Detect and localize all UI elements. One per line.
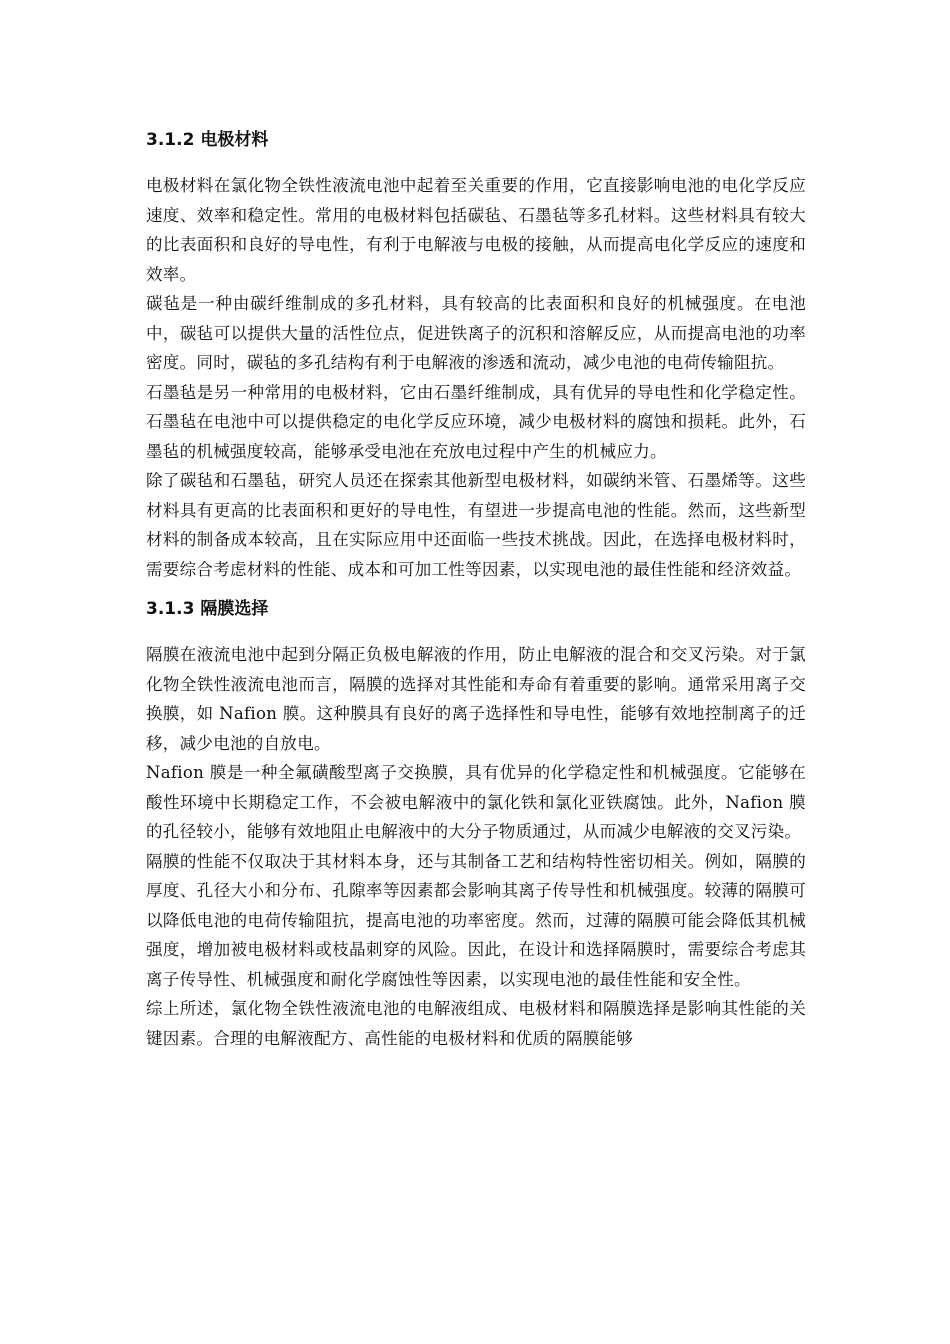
section-electrode-materials xyxy=(146,127,806,584)
section-heading: 3.1.3 隔膜选择 xyxy=(146,599,269,619)
paragraph: 石墨毡是另一种常用的电极材料，它由石墨纤维制成，具有优异的导电性和化学稳定性。石墨毡在电池中可以提供稳定的电化学反应环境，减少电极材料的腐蚀和损耗。此外，石墨毡的机械强度较高，能够承受电池在充放电过程中产生的机械应力。 xyxy=(146,382,806,461)
paragraph: 综上所述，氯化物全铁性液流电池的电解液组成、电极材料和隔膜选择是影响其性能的关键因素。合理的电解液配方、高性能的电极材料和优质的隔膜能够 xyxy=(146,999,806,1048)
paragraph: Nafion 膜是一种全氟磺酸型离子交换膜，具有优异的化学稳定性和机械强度。它能够在酸性环境中长期稳定工作，不会被电解液中的氯化铁和氯化亚铁腐蚀。此外，Nafion 膜的孔径较小，能够有效地阻止电解液中的大分子物质通过，从而减少电解液的交叉污染。 xyxy=(146,763,806,841)
paragraph: 电极材料在氯化物全铁性液流电池中起着至关重要的作用，它直接影响电池的电化学反应速度、效率和稳定性。常用的电极材料包括碳毡、石墨毡等多孔材料。这些材料具有较大的比表面积和良好的导电性，有利于电解液与电极的接触，从而提高电化学反应的速度和效率。 xyxy=(146,176,806,284)
paragraph: 隔膜在液流电池中起到分隔正负极电解液的作用，防止电解液的混合和交叉污染。对于氯化物全铁性液流电池而言，隔膜的选择对其性能和寿命有着重要的影响。通常采用离子交换膜，如 Nafion 膜。这种膜具有良好的离子选择性和导电性，能够有效地控制离子的迁移，减少电池的自放电。 xyxy=(146,645,806,753)
paragraph: 除了碳毡和石墨毡，研究人员还在探索其他新型电极材料，如碳纳米管、石墨烯等。这些材料具有更高的比表面积和更好的导电性，有望进一步提高电池的性能。然而，这些新型材料的制备成本较高，且在实际应用中还面临一些技术挑战。因此，在选择电极材料时，需要综合考虑材料的性能、成本和可加工性等因素，以实现电池的最佳性能和经济效益。 xyxy=(146,471,806,579)
section-membrane-selection xyxy=(146,596,806,1053)
document-page xyxy=(146,118,806,1053)
paragraph: 隔膜的性能不仅取决于其材料本身，还与其制备工艺和结构特性密切相关。例如，隔膜的厚度、孔径大小和分布、孔隙率等因素都会影响其离子传导性和机械强度。较薄的隔膜可以降低电池的电荷传输阻抗，提高电池的功率密度。然而，过薄的隔膜可能会降低其机械强度，增加被电极材料或枝晶刺穿的风险。因此，在设计和选择隔膜时，需要综合考虑其离子传导性、机械强度和耐化学腐蚀性等因素，以实现电池的最佳性能和安全性。 xyxy=(146,851,806,989)
section-heading: 3.1.2 电极材料 xyxy=(146,130,269,150)
paragraph: 碳毡是一种由碳纤维制成的多孔材料，具有较高的比表面积和良好的机械强度。在电池中，碳毡可以提供大量的活性位点，促进铁离子的沉积和溶解反应，从而提高电池的功率密度。同时，碳毡的多孔结构有利于电解液的渗透和流动，减少电池的电荷传输阻抗。 xyxy=(146,294,806,372)
